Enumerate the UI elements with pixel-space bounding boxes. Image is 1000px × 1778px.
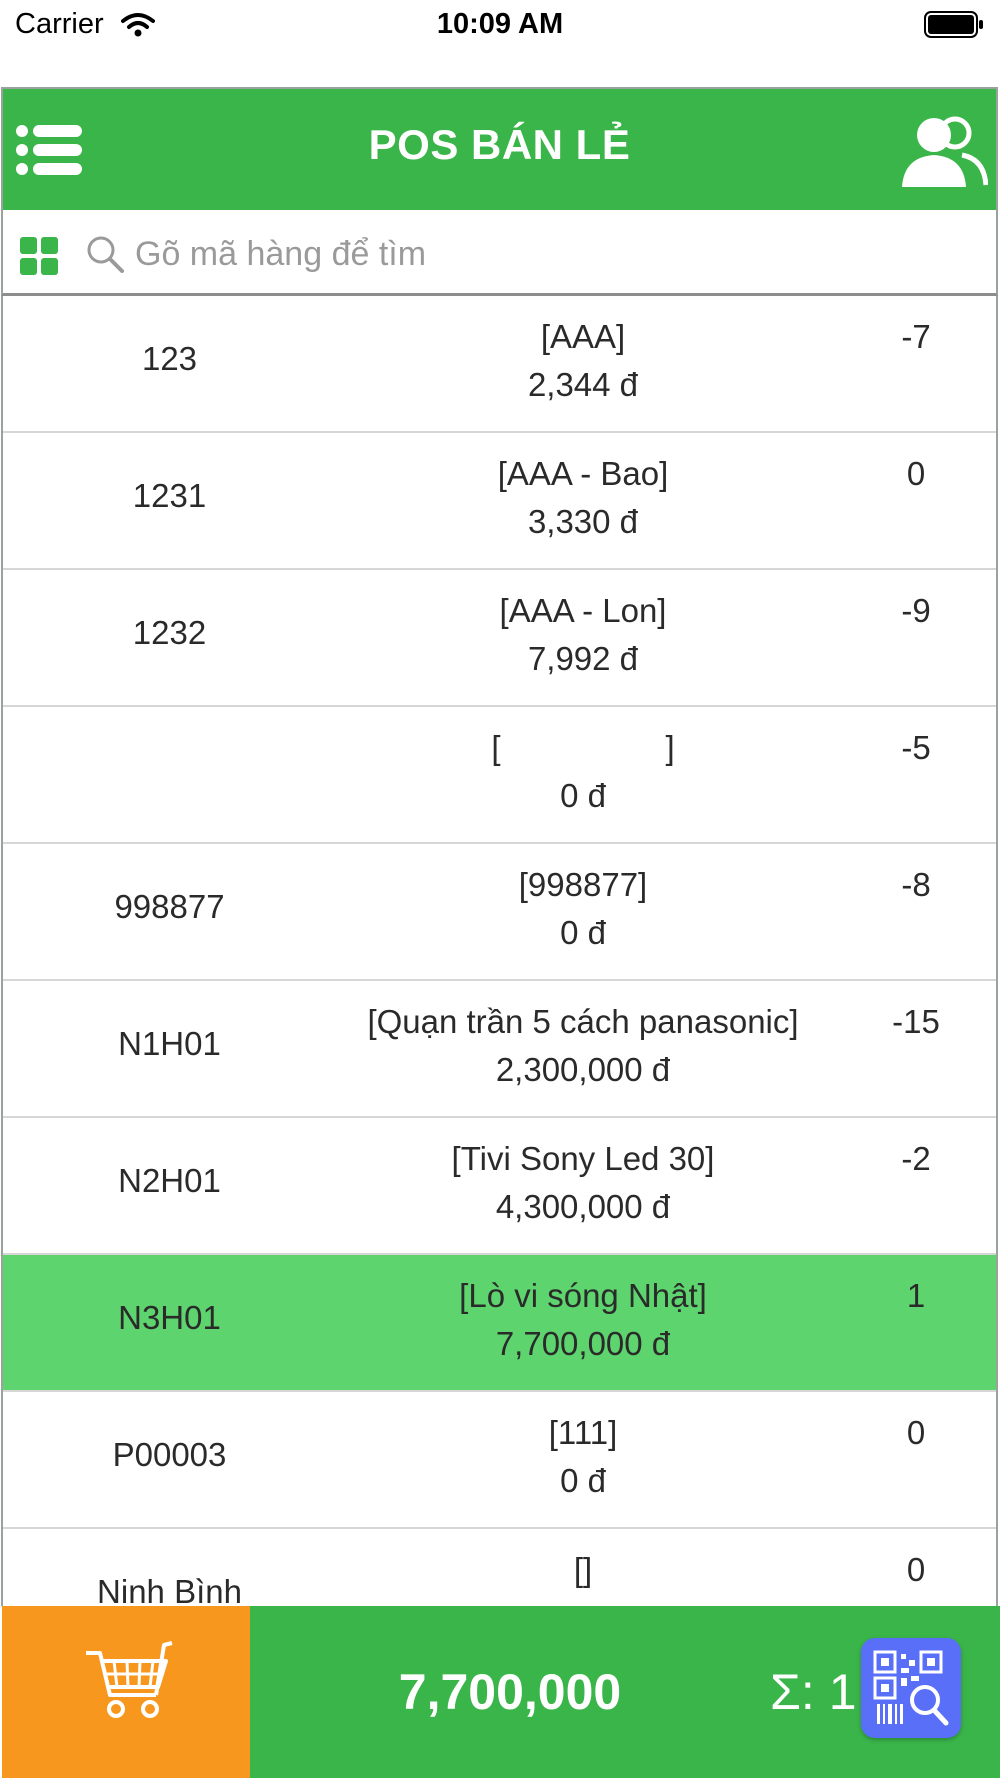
product-qty: -5 (901, 729, 931, 766)
product-row[interactable] (3, 981, 996, 1118)
qr-scan-button[interactable] (861, 1638, 961, 1738)
users-icon[interactable] (900, 113, 988, 187)
total-amount: 7,700,000 (398, 1664, 622, 1720)
product-name: [Lò vi sóng Nhật] (459, 1277, 707, 1314)
product-row[interactable] (3, 707, 996, 844)
product-row[interactable] (3, 844, 996, 981)
product-price: 3,330 đ (527, 503, 639, 540)
qr-scan-icon (873, 1650, 949, 1726)
product-qty: -2 (901, 1140, 931, 1177)
product-price: 2,344 đ (527, 366, 639, 403)
product-qty: -9 (901, 592, 931, 629)
product-price: 2,300,000 đ (495, 1051, 671, 1088)
product-row[interactable] (3, 1118, 996, 1255)
product-price: 7,992 đ (527, 640, 639, 677)
product-qty: -7 (901, 318, 931, 355)
product-name: [111] (548, 1414, 618, 1451)
page-title: POS BÁN LẺ (368, 121, 631, 168)
product-row[interactable] (3, 1255, 996, 1392)
product-list[interactable] (1, 296, 998, 1606)
product-price: 0 đ (560, 777, 606, 814)
product-qty: -8 (901, 866, 931, 903)
item-count: Σ: 1 (770, 1664, 857, 1720)
product-qty: 0 (906, 1551, 926, 1588)
product-code: N1H01 (118, 1025, 221, 1062)
search-input[interactable] (133, 228, 977, 280)
status-bar (0, 0, 1000, 52)
product-name: [998877] (518, 866, 648, 903)
product-code: P00003 (112, 1436, 227, 1473)
product-name: [Quạn trần 5 cách panasonic] (367, 1003, 799, 1040)
carrier-label: Carrier (15, 8, 104, 40)
app-header (1, 87, 998, 210)
product-qty: 0 (906, 455, 926, 492)
product-price: 0 đ (560, 1462, 606, 1499)
product-name: [AAA] (540, 318, 626, 355)
product-row[interactable] (3, 296, 996, 433)
product-name: [AAA - Lon] (499, 592, 667, 629)
search-icon (85, 234, 125, 274)
product-qty: -15 (892, 1003, 940, 1040)
status-time: 10:09 AM (436, 8, 564, 40)
battery-icon (924, 11, 984, 38)
product-name: [Tivi Sony Led 30] (451, 1140, 715, 1177)
product-code: Ninh Bình (97, 1573, 242, 1606)
product-qty: 1 (906, 1277, 926, 1314)
product-row[interactable] (3, 433, 996, 570)
product-name: [] (573, 1551, 593, 1588)
product-code: 1232 (132, 614, 207, 651)
product-name: [AAA - Bao] (497, 455, 669, 492)
product-price: 0 đ (560, 914, 606, 951)
product-code: N3H01 (118, 1299, 221, 1336)
product-name: [ ] (491, 729, 675, 766)
grid-icon[interactable] (20, 237, 58, 275)
bottom-bar (0, 1606, 1000, 1778)
cart-icon (84, 1639, 174, 1723)
product-row[interactable] (3, 570, 996, 707)
product-row[interactable] (3, 1392, 996, 1529)
product-row[interactable] (3, 1529, 996, 1606)
product-code: 123 (141, 340, 198, 377)
product-code: N2H01 (118, 1162, 221, 1199)
product-qty: 0 (906, 1414, 926, 1451)
product-price: 7,700,000 đ (495, 1325, 671, 1362)
search-bar (1, 210, 998, 296)
product-price: 4,300,000 đ (495, 1188, 671, 1225)
product-code: 1231 (132, 477, 207, 514)
product-code: 998877 (114, 888, 225, 925)
cart-button[interactable] (2, 1606, 250, 1778)
